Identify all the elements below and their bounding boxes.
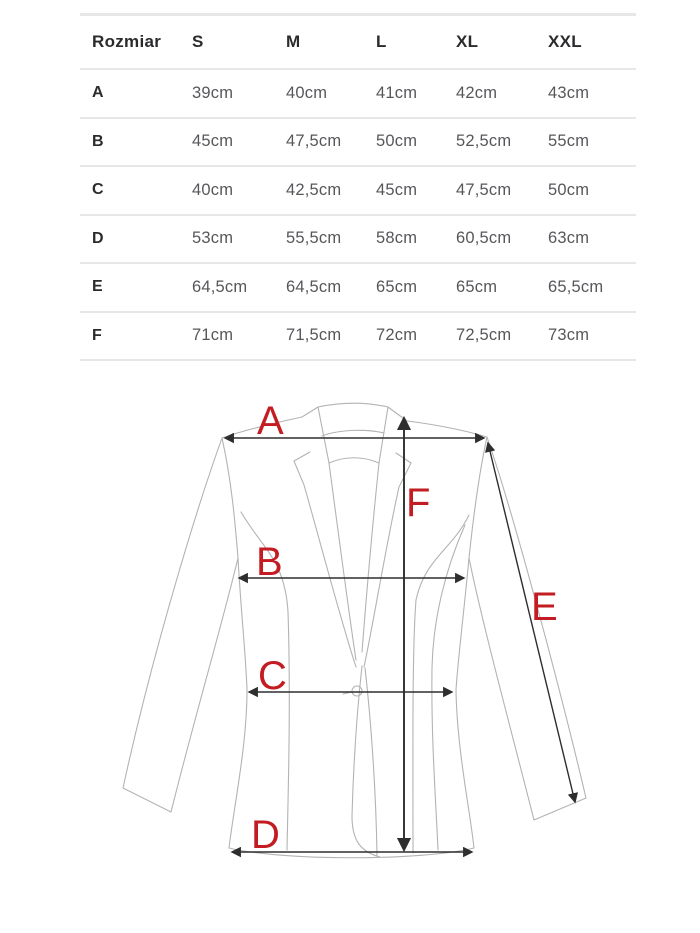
row-label: F (92, 326, 102, 344)
size-cell: 71,5cm (286, 326, 342, 345)
row-label: D (92, 229, 104, 247)
size-cell: 64,5cm (286, 277, 342, 296)
size-cell: 63cm (548, 229, 590, 248)
size-cell: 45cm (192, 132, 234, 151)
size-cell: 40cm (286, 83, 328, 102)
size-cell: 72cm (376, 326, 418, 345)
measurement-label-e: E (531, 585, 558, 629)
row-label: B (92, 132, 104, 150)
size-cell: 50cm (376, 132, 418, 151)
row-label: C (92, 181, 104, 199)
size-cell: 52,5cm (456, 132, 512, 151)
column-header-xxl: XXL (548, 32, 582, 51)
jacket-button (352, 686, 362, 696)
row-label: A (92, 84, 104, 102)
size-cell: 43cm (548, 83, 590, 102)
jacket-collar (318, 407, 388, 463)
size-cell: 42cm (456, 83, 498, 102)
size-cell: 65cm (376, 277, 418, 296)
size-cell: 65cm (456, 277, 498, 296)
measurement-label-f: F (406, 481, 431, 525)
jacket-outline (123, 403, 586, 858)
size-cell: 58cm (376, 229, 418, 248)
size-cell: 45cm (376, 180, 418, 199)
measurement-label-a: A (257, 399, 284, 443)
column-header-m: M (286, 32, 301, 51)
measurement-label-d: D (251, 813, 280, 857)
size-cell: 42,5cm (286, 180, 342, 199)
jacket-body-sides (229, 558, 474, 848)
size-cell: 53cm (192, 229, 234, 248)
column-header-xl: XL (456, 32, 479, 51)
size-cell: 41cm (376, 83, 418, 102)
size-cell: 64,5cm (192, 277, 248, 296)
jacket-right-panel-seam (413, 515, 469, 853)
jacket-front-edges (352, 666, 380, 857)
size-cell: 47,5cm (286, 132, 342, 151)
size-cell: 60,5cm (456, 229, 512, 248)
size-cell: 39cm (192, 83, 234, 102)
size-cell: 55cm (548, 132, 590, 151)
size-cell: 65,5cm (548, 277, 604, 296)
row-label: E (92, 278, 103, 296)
size-cell: 40cm (192, 180, 234, 199)
column-header-l: L (376, 32, 387, 51)
measurement-arrows (225, 418, 575, 852)
column-header-rozmiar: Rozmiar (92, 32, 162, 51)
size-cell: 55,5cm (286, 229, 342, 248)
size-cell: 72,5cm (456, 326, 512, 345)
measurement-label-c: C (258, 654, 287, 698)
measurement-label-b: B (256, 540, 283, 584)
column-header-s: S (192, 32, 204, 51)
size-cell: 50cm (548, 180, 590, 199)
size-cell: 73cm (548, 326, 590, 345)
jacket-lapels (294, 452, 411, 667)
size-cell: 71cm (192, 326, 234, 345)
size-cell: 47,5cm (456, 180, 512, 199)
